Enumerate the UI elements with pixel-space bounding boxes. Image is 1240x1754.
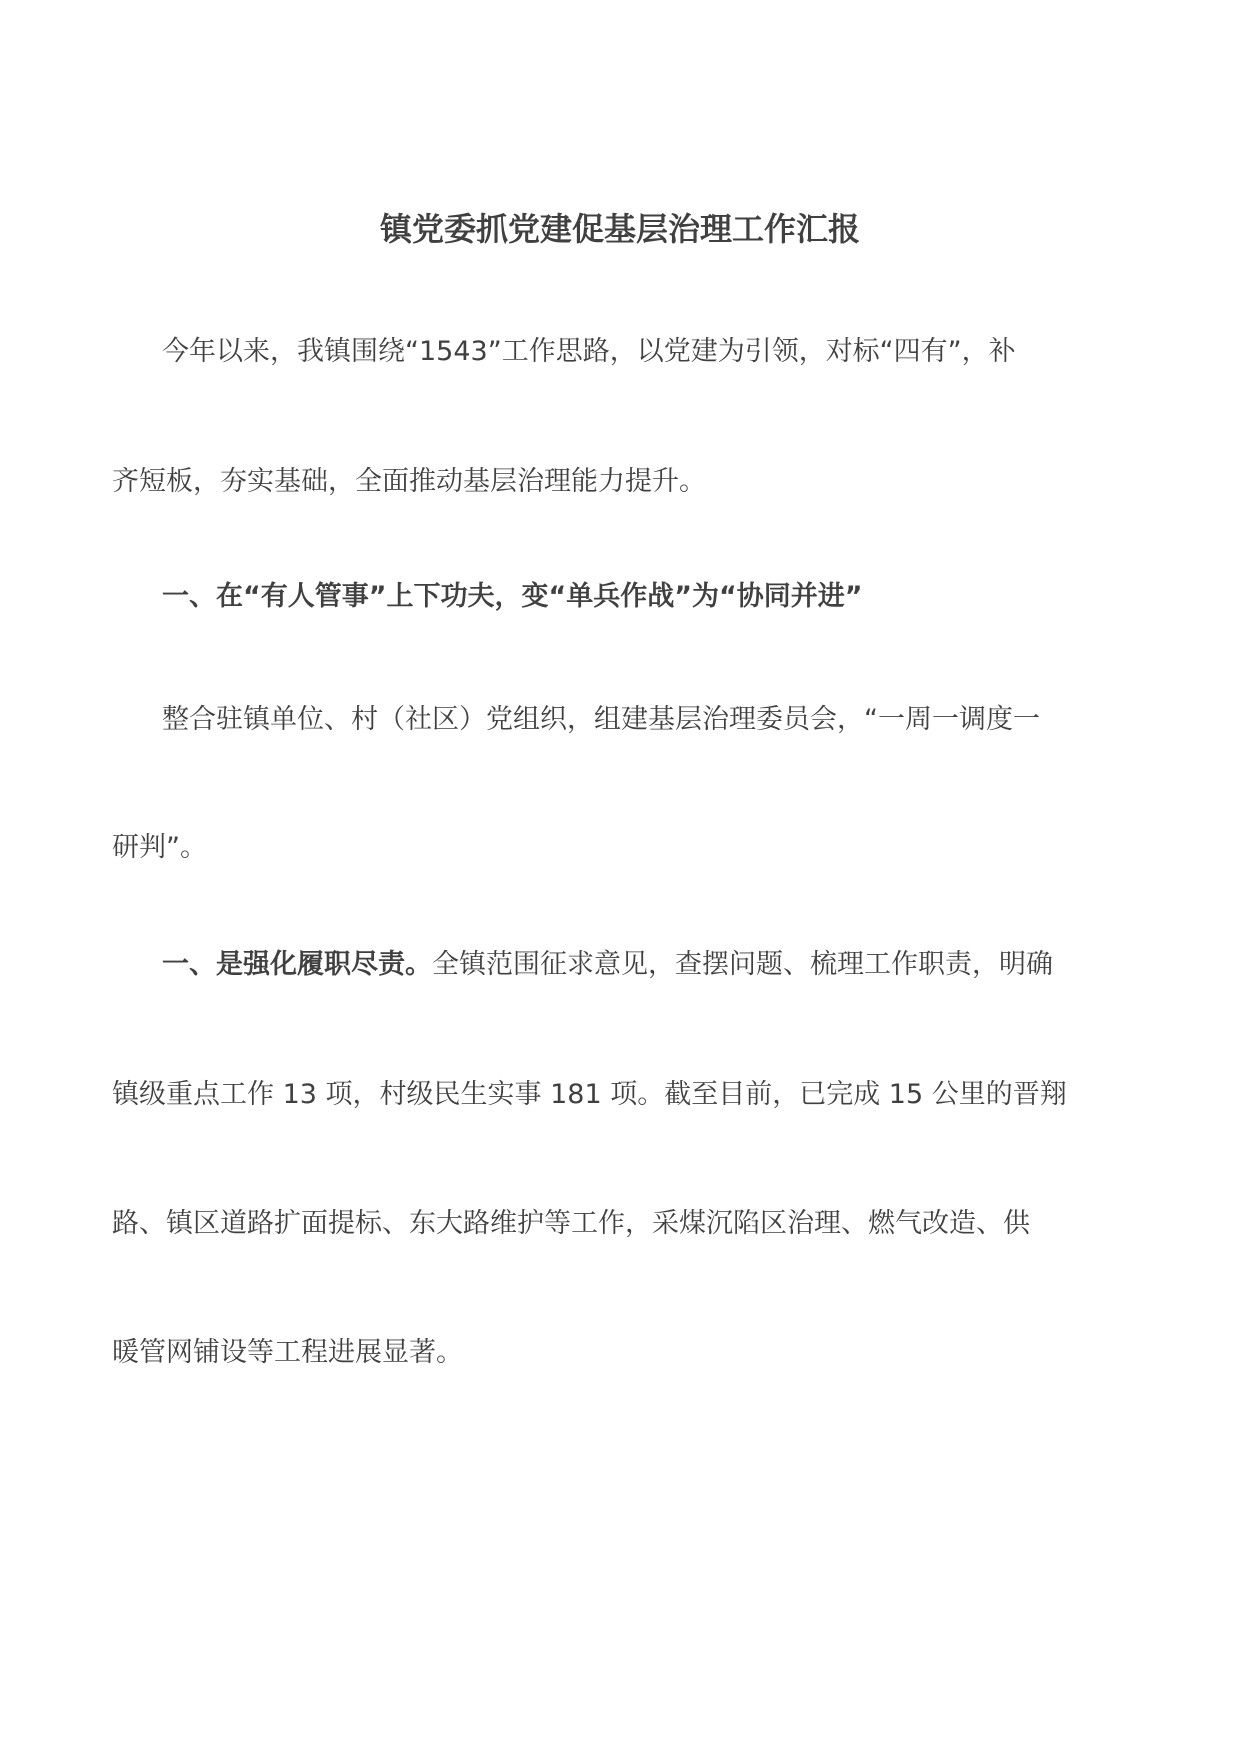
point-line-1-text: 全镇范围征求意见，查摆问题、梳理工作职责，明确 bbox=[432, 949, 1053, 980]
intro-line-2: 齐短板，夯实基础，全面推动基层治理能力提升。 bbox=[112, 466, 706, 497]
point-paragraph-line-4: 暖管网铺设等工程进展显著。 bbox=[112, 1337, 463, 1368]
point-paragraph-line-3: 路、镇区道路扩面提标、东大路维护等工作，采煤沉陷区治理、燃气改造、供 bbox=[112, 1208, 1030, 1239]
section-heading: 一、在“有人管事”上下功夫，变“单兵作战”为“协同并进” bbox=[162, 581, 863, 612]
point-paragraph-line-1 bbox=[162, 945, 1128, 985]
point-paragraph-line-2: 镇级重点工作 13 项，村级民生实事 181 项。截至目前，已完成 15 公里的晋翔 bbox=[112, 1079, 1067, 1110]
point-lead: 一、是强化履职尽责。 bbox=[162, 949, 432, 980]
intro-line-1: 今年以来，我镇围绕“1543”工作思路，以党建为引领，对标“四有”，补 bbox=[162, 336, 1016, 367]
section-paragraph-line-2: 研判”。 bbox=[112, 832, 207, 863]
section-paragraph-line-1: 整合驻镇单位、村（社区）党组织，组建基层治理委员会，“一周一调度一 bbox=[162, 704, 1040, 735]
document-title: 镇党委抓党建促基层治理工作汇报 bbox=[379, 210, 860, 248]
